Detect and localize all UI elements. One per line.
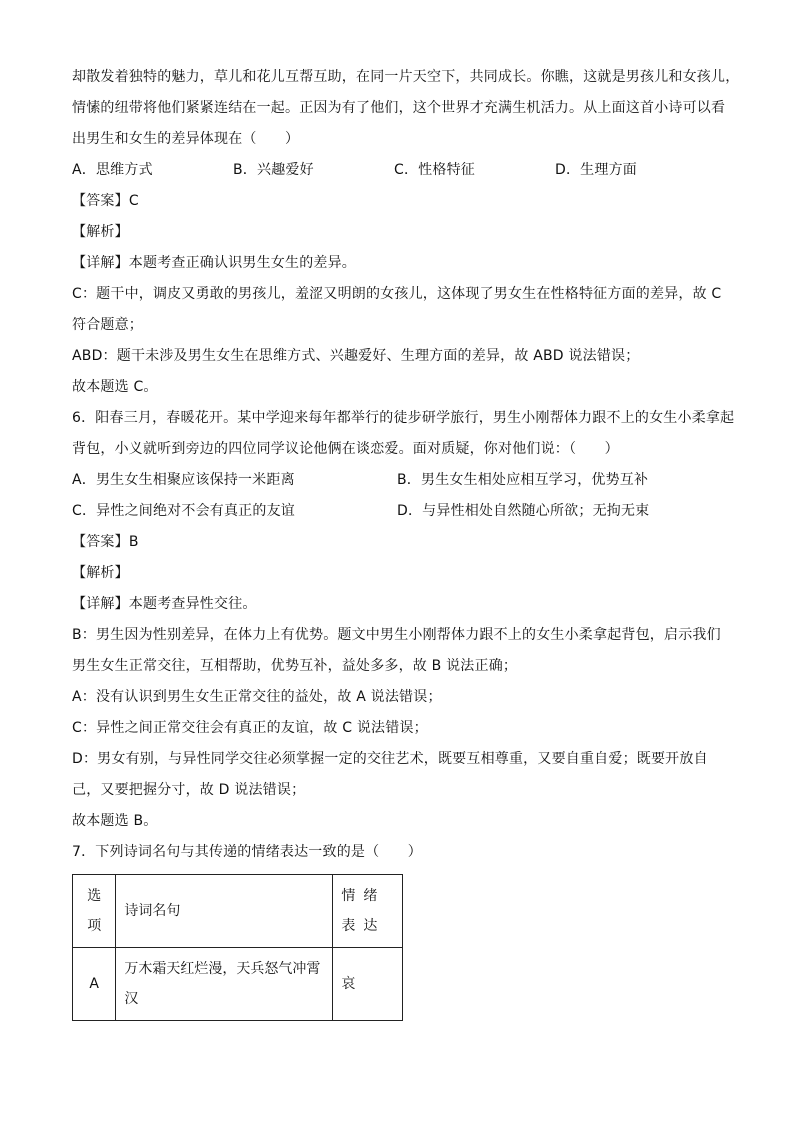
q5-stem-line: 却散发着独特的魅力，草儿和花儿互帮互助，在同一片天空下，共同成长。你瞧，这就是男孩儿和女孩儿， [72,69,740,85]
q5-option-c: C．性格特征 [394,162,475,178]
q6-detail-line: A：没有认识到男生女生正常交往的益处，故 A 说法错误； [72,689,442,705]
q5-detail-line: 故本题选 C。 [72,379,158,395]
q5-options [72,155,732,186]
q5-detail-line: C：题干中，调皮又勇敢的男孩儿，羞涩又明朗的女孩儿，这体现了男女生在性格特征方面的差异，故 C [72,286,722,302]
table-header-row [73,875,403,948]
q6-detail-line: 故本题选 B。 [72,813,158,829]
table-header-cell: 选项 [73,875,116,948]
answer-label: 【答案】 [72,193,129,209]
q6-detail-line: B：男生因为性别差异，在体力上有优势。题文中男生小刚帮体力跟不上的女生小柔拿起背包，启示我们 [72,627,721,643]
q6-detail-line: 男生女生正常交往，互相帮助，优势互补，益处多多，故 B 说法正确； [72,658,518,674]
q5-option-b: B．兴趣爱好 [233,162,314,178]
table-cell: A [73,948,116,1021]
q6-options-row [72,465,732,496]
table-header-cell: 诗词名句 [116,875,333,948]
q6-stem-line: 6．阳春三月，春暖花开。某中学迎来每年都举行的徒步研学旅行，男生小刚帮体力跟不上的女生小柔拿起 [72,410,735,426]
q6-stem-line: 背包，小义就听到旁边的四位同学议论他俩在谈恋爱。面对质疑，你对他们说：（ ） [72,441,619,457]
q5-answer [72,186,732,217]
q7-table [72,874,403,1021]
q5-stem-line: 情愫的纽带将他们紧紧连结在一起。正因为有了他们，这个世界才充满生机活力。从上面这首小诗可以看 [72,100,726,116]
table-row [73,948,403,1021]
q6-option-a: A．男生女生相聚应该保持一米距离 [72,472,295,488]
q5-detail-line: 符合题意； [72,317,143,333]
answer-value: B [128,534,139,550]
q6-detail-line: D：男女有别，与异性同学交往必须掌握一定的交往艺术，既要互相尊重，又要自重自爱；既要开放自 [72,751,708,767]
document-page [72,62,740,1021]
q6-option-c: C．异性之间绝对不会有真正的友谊 [72,503,295,519]
q5-option-d: D．生理方面 [555,162,637,178]
answer-label: 【答案】 [72,534,129,550]
q6-option-d: D．与异性相处自然随心所欲；无拘无束 [397,503,650,519]
q7-stem: 7．下列诗词名句与其传递的情绪表达一致的是（ ） [72,844,422,860]
table-cell: 哀 [333,948,403,1021]
q6-options-row [72,496,732,527]
table-header-cell: 情绪表达 [333,875,403,948]
q6-detail-line: 【详解】本题考查异性交往。 [72,596,257,612]
q5-stem-line: 出男生和女生的差异体现在（ ） [72,131,300,147]
answer-value: C [128,193,139,209]
q6-option-b: B．男生女生相处应相互学习，优势互补 [397,472,649,488]
q5-option-a: A．思维方式 [72,162,153,178]
q6-answer [72,527,732,558]
q6-detail-line: C：异性之间正常交往会有真正的友谊，故 C 说法错误； [72,720,428,736]
table-cell: 万木霜天红烂漫，天兵怒气冲霄汉 [116,948,333,1021]
q6-analysis-label: 【解析】 [72,565,129,581]
q5-analysis-label: 【解析】 [72,224,129,240]
q5-detail-line: ABD：题干未涉及男生女生在思维方式、兴趣爱好、生理方面的差异，故 ABD 说法错误； [72,348,640,364]
q6-detail-line: 己，又要把握分寸，故 D 说法错误； [72,782,306,798]
q5-detail-line: 【详解】本题考查正确认识男生女生的差异。 [72,255,356,271]
